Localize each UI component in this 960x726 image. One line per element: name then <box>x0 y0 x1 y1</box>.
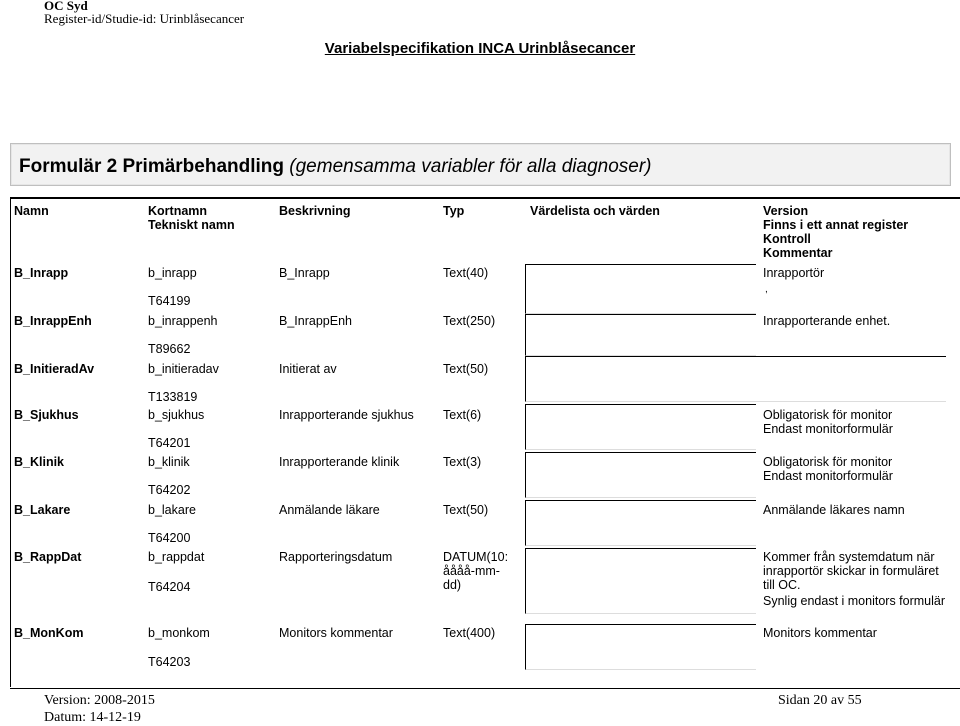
row-technical-name: T89662 <box>148 342 191 356</box>
row-shortname: b_klinik <box>148 455 190 469</box>
row-comment: Endast monitorformulär <box>763 469 893 483</box>
form-title-box <box>10 143 951 186</box>
row-shortname: b_initieradav <box>148 362 219 376</box>
row-technical-name: T64204 <box>148 580 191 594</box>
row-shortname: b_lakare <box>148 503 196 517</box>
row-type: Text(50) <box>443 362 489 376</box>
row-name: B_Inrapp <box>14 266 69 280</box>
form-title-main: Formulär 2 Primärbehandling <box>19 156 284 177</box>
row-technical-name: T133819 <box>148 390 198 404</box>
value-box-inrapp <box>525 264 756 314</box>
row-description: B_Inrapp <box>279 266 330 280</box>
row-technical-name: T64200 <box>148 531 191 545</box>
value-box-initieradav <box>525 356 946 402</box>
value-box-lakare <box>525 500 756 546</box>
row-description: B_InrappEnh <box>279 314 352 328</box>
row-comment: inrapportör skickar in formuläret <box>763 564 939 578</box>
document-title: Variabelspecifikation INCA Urinblåsecancer <box>324 40 636 57</box>
row-description: Inrapporterande klinik <box>279 455 400 469</box>
row-comment: Anmälande läkares namn <box>763 503 905 517</box>
value-box-inrappenh <box>525 314 756 356</box>
row-comment: Kommer från systemdatum när <box>763 550 935 564</box>
row-type: Text(3) <box>443 455 482 469</box>
header-version: Version <box>763 204 809 218</box>
footer-divider <box>10 688 960 689</box>
row-name: B_MonKom <box>14 626 84 640</box>
value-box-klinik <box>525 452 756 498</box>
row-comment: Inrapportör <box>763 266 825 280</box>
row-description: Inrapporterande sjukhus <box>279 408 414 422</box>
header-beskrivning: Beskrivning <box>279 204 351 218</box>
row-name: B_Klinik <box>14 455 65 469</box>
header-kontroll: Kontroll <box>763 232 811 246</box>
footer-page-number: Sidan 20 av 55 <box>778 693 862 708</box>
row-comment: Inrapporterande enhet. <box>763 314 891 328</box>
row-type: Text(6) <box>443 408 482 422</box>
row-technical-name: T64203 <box>148 655 191 669</box>
register-id: Register-id/Studie-id: Urinblåsecancer <box>44 11 245 26</box>
comment-mark: , <box>765 284 768 295</box>
row-comment: Endast monitorformulär <box>763 422 893 436</box>
header-finns: Finns i ett annat register <box>763 218 909 232</box>
row-name: B_Lakare <box>14 503 71 517</box>
header-tekniskt-namn: Tekniskt namn <box>148 218 235 232</box>
header-kortnamn: Kortnamn <box>148 204 208 218</box>
value-box-sjukhus <box>525 404 756 450</box>
form-title <box>19 156 652 178</box>
row-name: B_InitieradAv <box>14 362 95 376</box>
row-comment: Monitors kommentar <box>763 626 877 640</box>
row-description: Rapporteringsdatum <box>279 550 393 564</box>
row-type: Text(40) <box>443 266 489 280</box>
row-type: DATUM(10: <box>443 550 509 564</box>
row-name: B_RappDat <box>14 550 82 564</box>
row-name: B_InrappEnh <box>14 314 92 328</box>
row-comment: till OC. <box>763 578 801 592</box>
org-name: OC Syd <box>44 0 88 13</box>
row-name: B_Sjukhus <box>14 408 79 422</box>
row-shortname: b_inrappenh <box>148 314 218 328</box>
footer-version: Version: 2008-2015 <box>44 693 155 708</box>
row-shortname: b_sjukhus <box>148 408 205 422</box>
row-shortname: b_inrapp <box>148 266 197 280</box>
row-comment: Obligatorisk för monitor <box>763 455 893 469</box>
row-shortname: b_rappdat <box>148 550 205 564</box>
row-technical-name: T64202 <box>148 483 191 497</box>
row-description: Initierat av <box>279 362 337 376</box>
header-namn: Namn <box>14 204 49 218</box>
row-type: Text(50) <box>443 503 489 517</box>
value-box-monkom <box>525 624 756 670</box>
row-type: dd) <box>443 578 462 592</box>
form-title-sub: (gemensamma variabler för alla diagnoser) <box>289 156 652 177</box>
footer-date: Datum: 14-12-19 <box>44 710 141 725</box>
row-technical-name: T64199 <box>148 294 191 308</box>
row-type: Text(400) <box>443 626 496 640</box>
header-typ: Typ <box>443 204 465 218</box>
value-box-rappdat <box>525 548 756 614</box>
row-technical-name: T64201 <box>148 436 191 450</box>
header-kommentar: Kommentar <box>763 246 833 260</box>
row-comment: Obligatorisk för monitor <box>763 408 893 422</box>
row-description: Monitors kommentar <box>279 626 393 640</box>
row-type: åååå-mm- <box>443 564 500 578</box>
row-shortname: b_monkom <box>148 626 210 640</box>
header-vardelista: Värdelista och värden <box>530 204 660 218</box>
row-comment: Synlig endast i monitors formulär <box>763 594 946 608</box>
row-description: Anmälande läkare <box>279 503 380 517</box>
row-type: Text(250) <box>443 314 496 328</box>
